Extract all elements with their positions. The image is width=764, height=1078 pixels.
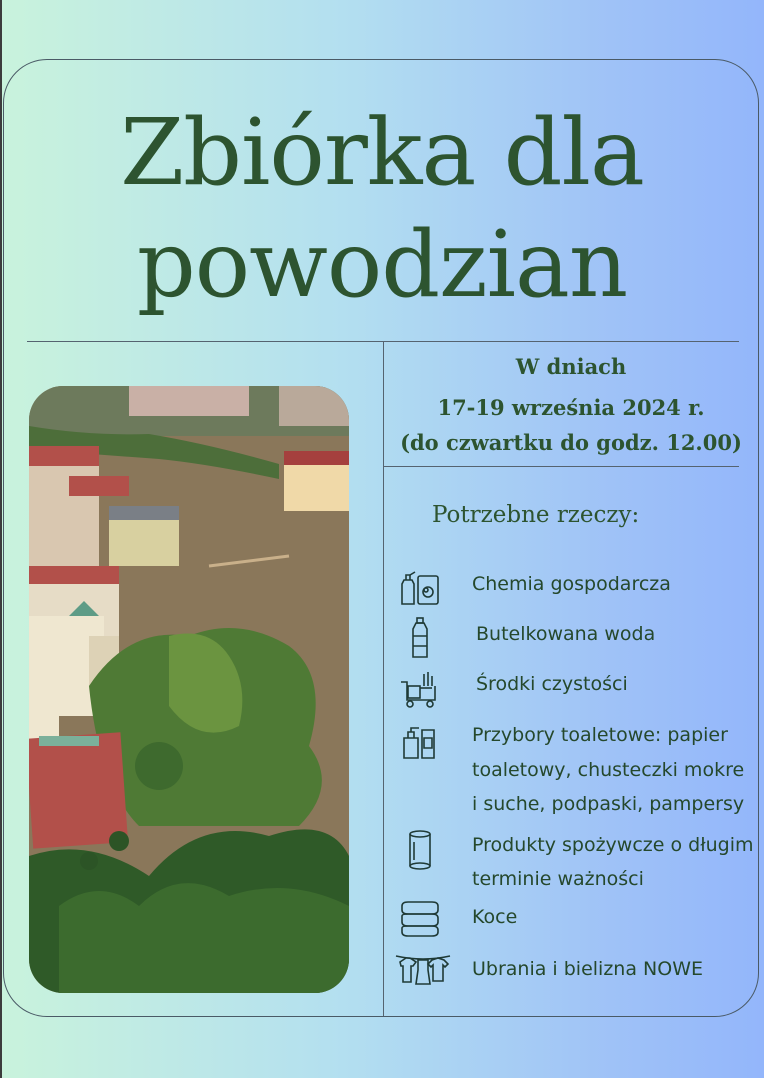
item-toiletries-2: toaletowy, chusteczki mokre xyxy=(472,759,745,781)
item-food-1: Produkty spożywcze o długim xyxy=(472,834,754,856)
food-can-icon xyxy=(398,828,442,872)
item-water: Butelkowana woda xyxy=(476,623,656,645)
title-line-1: Zbiórka dla xyxy=(120,99,644,206)
needs-heading: Potrzebne rzeczy: xyxy=(432,502,640,528)
toiletries-icon xyxy=(398,718,442,762)
item-blankets: Koce xyxy=(472,906,518,928)
item-toiletries-3: i suche, podpaski, pampersy xyxy=(472,793,745,815)
title-line-2: powodzian xyxy=(136,211,628,318)
dates-range: 17-19 września 2024 r. xyxy=(437,395,705,420)
dates-label: W dniach xyxy=(515,354,627,379)
clothesline-icon xyxy=(394,948,452,992)
blankets-icon xyxy=(398,896,442,940)
item-food-2: terminie ważności xyxy=(472,868,644,890)
dates-deadline: (do czwartku do godz. 12.00) xyxy=(400,430,742,455)
item-clothes: Ubrania i bielizna NOWE xyxy=(472,958,703,980)
item-toiletries-1: Przybory toaletowe: papier xyxy=(472,724,728,746)
item-chemicals: Chemia gospodarcza xyxy=(472,573,671,595)
flood-photo xyxy=(29,386,349,993)
cleaning-chemicals-icon xyxy=(398,566,442,610)
cleaning-cart-icon xyxy=(398,666,442,710)
divider-dates xyxy=(384,466,739,467)
water-bottle-icon xyxy=(398,616,442,660)
item-cleaning: Środki czystości xyxy=(476,673,628,695)
